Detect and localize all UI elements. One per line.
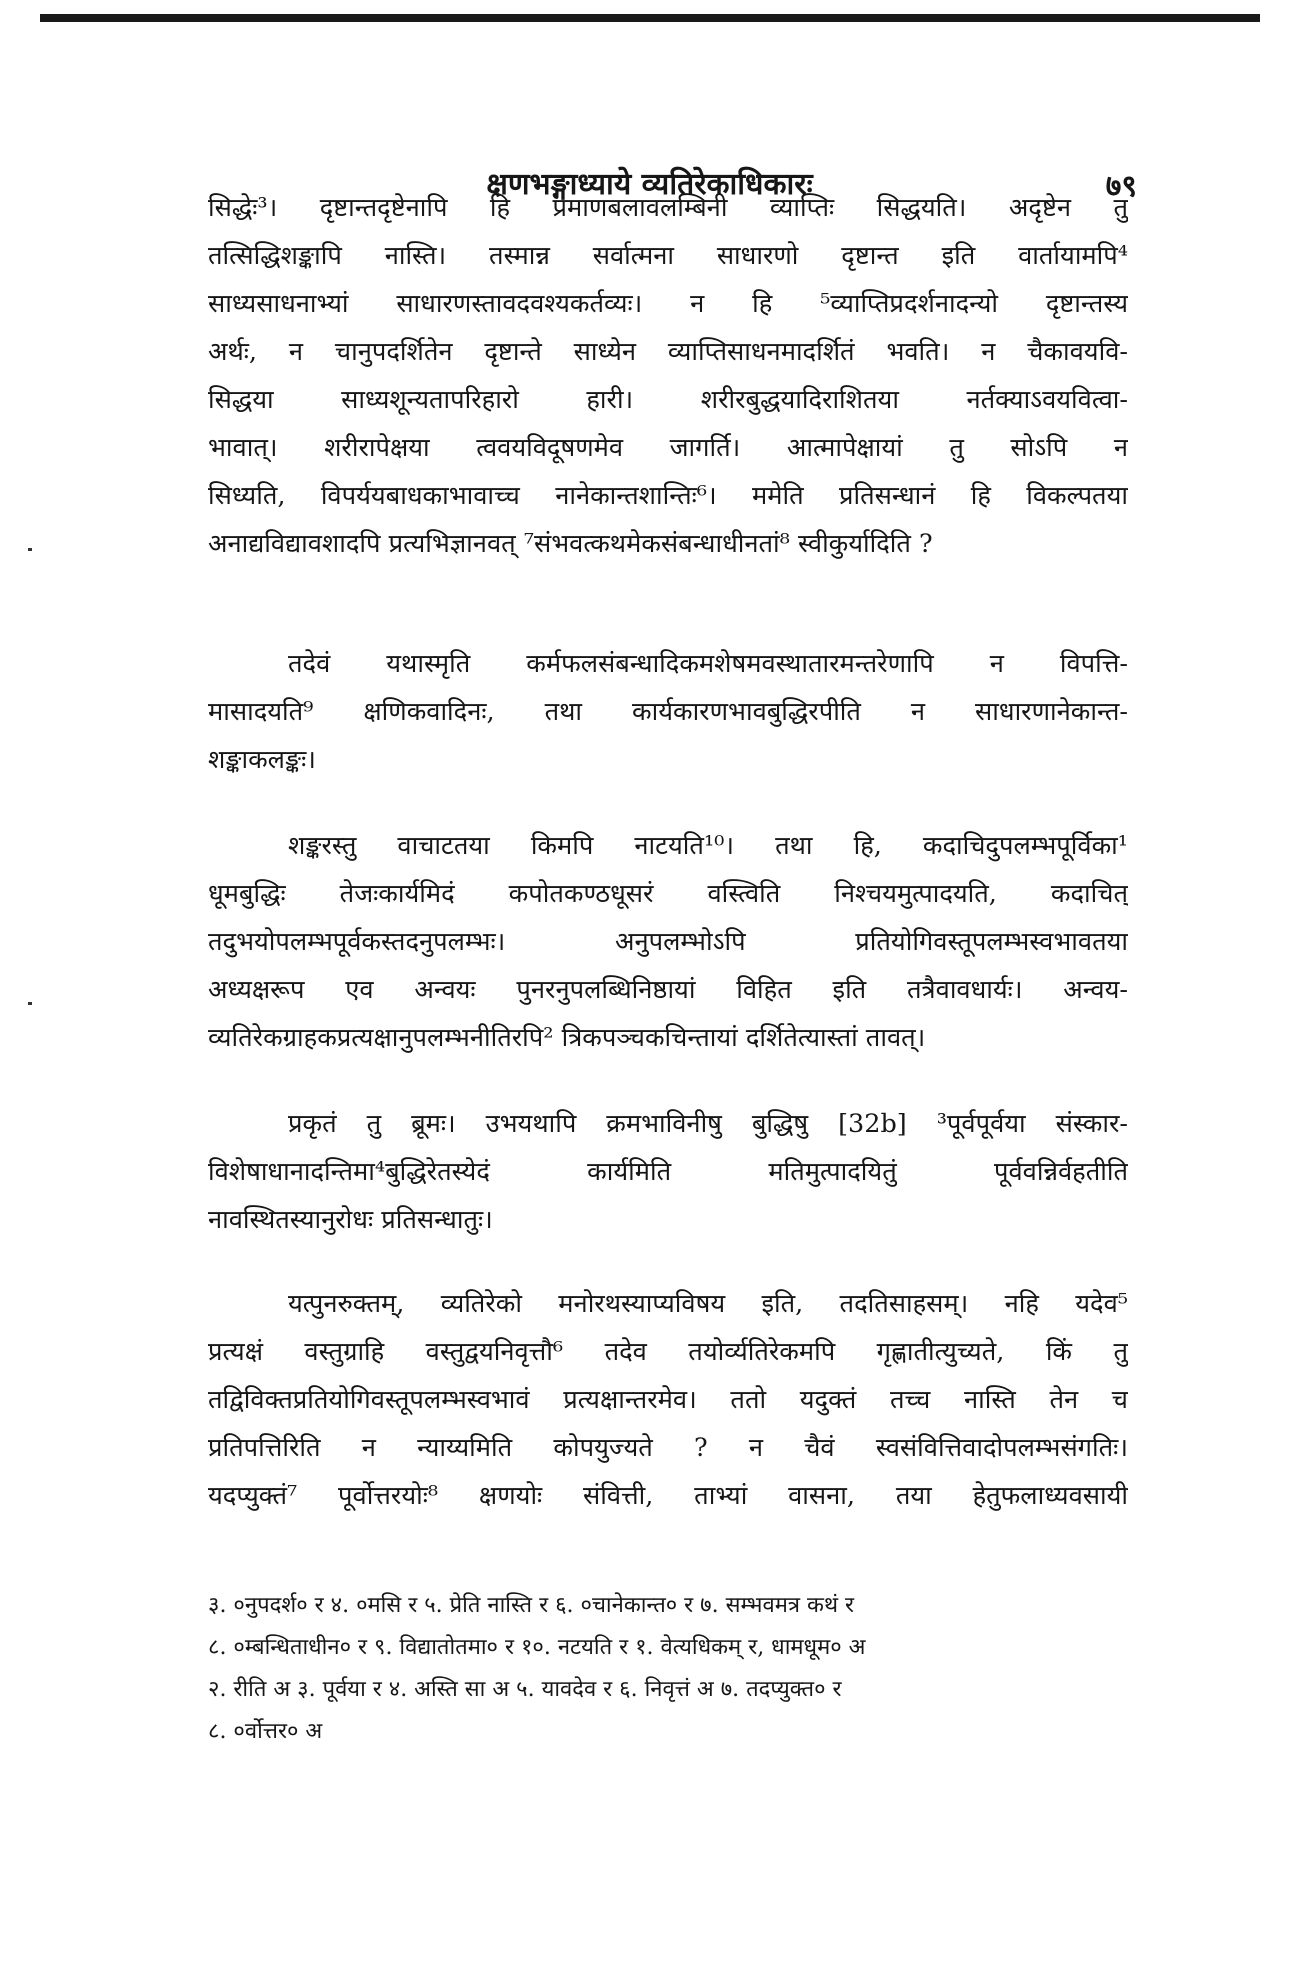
text-line: तत्सिद्धिशङ्कापि नास्ति। तस्मान्न सर्वात्मना साधारणो दृष्टान्त इति वार्तायामपि⁴ <box>208 241 1128 271</box>
text-line: व्यतिरेकग्राहकप्रत्यक्षानुपलम्भनीतिरपि² त्रिकपञ्चकचिन्तायां दर्शितेत्यास्तां तावत्। <box>208 1023 926 1053</box>
running-title: क्षणभङ्गाध्याये व्यतिरेकाधिकारः <box>486 167 813 202</box>
text-line: धूमबुद्धिः तेजःकार्यमिदं कपोतकण्ठधूसरं वस्त्विति निश्चयमुत्पादयति, कदाचित् <box>208 879 1128 909</box>
text-line: सिध्यति, विपर्ययबाधकाभावाच्च नानेकान्तशान्तिः⁶। ममेति प्रतिसन्धानं हि विकल्पतया <box>208 481 1128 511</box>
text-line: अध्यक्षरूप एव अन्वयः पुनरनुपलब्धिनिष्ठायां विहित इति तत्रैवावधार्यः। अन्वय- <box>208 975 1128 1005</box>
text-line: शङ्करस्तु वाचाटतया किमपि नाटयति¹⁰। तथा हि, कदाचिदुपलम्भपूर्विका¹ <box>288 831 1128 861</box>
text-line: विशेषाधानादन्तिमा⁴बुद्धिरेतस्येदं कार्यमिति मतिमुत्पादयितुं पूर्ववन्निर्वहतीति <box>208 1157 1128 1187</box>
footnote-line: ८. ०र्वोत्तर० अ <box>208 1719 323 1744</box>
text-line: यत्पुनरुक्तम्, व्यतिरेको मनोरथस्याप्यविषय इति, तदतिसाहसम्। नहि यदेव⁵ <box>288 1289 1128 1319</box>
text-line: भावात्। शरीरापेक्षया त्ववयविदूषणमेव जागर्ति। आत्मापेक्षायां तु सोऽपि न <box>208 433 1128 463</box>
footnote-line: ३. ०नुपदर्श० र ४. ०मसि र ५. प्रेति नास्ति र ६. ०चानेकान्त० र ७. सम्भवमत्र कथं र <box>208 1593 854 1618</box>
text-line: सिद्धेः³। दृष्टान्तदृष्टेनापि हि प्रमाणबलावलम्बिनी व्याप्तिः सिद्धयति। अदृष्टेन तु <box>208 193 1128 223</box>
paragraph-1 <box>208 184 1128 568</box>
text-line: अनाद्यविद्यावशादपि प्रत्यभिज्ञानवत् ⁷संभवत्कथमेकसंबन्धाधीनतां⁸ स्वीकुर्यादिति ? <box>208 529 933 559</box>
text-line: प्रकृतं तु ब्रूमः। उभयथापि क्रमभाविनीषु बुद्धिषु [32b] ³पूर्वपूर्वया संस्कार- <box>288 1109 1128 1139</box>
text-line: तदेवं यथास्मृति कर्मफलसंबन्धादिकमशेषमवस्थातारमन्तरेणापि न विपत्ति- <box>288 649 1128 679</box>
page-number: ७९ <box>1105 169 1137 204</box>
footnote-line: ८. ०म्बन्धिताधीन० र ९. विद्यातोतमा० र १०. नटयति र १. वेत्यधिकम् र, धामधूम० अ <box>208 1635 866 1660</box>
paragraph-5 <box>208 1280 1128 1520</box>
margin-mark <box>28 548 32 551</box>
text-line: तदुभयोपलम्भपूर्वकस्तदनुपलम्भः। अनुपलम्भोऽपि प्रतियोगिवस्तूपलम्भस्वभावतया <box>208 927 1128 957</box>
paragraph-2 <box>208 640 1128 784</box>
text-line: तद्विविक्तप्रतियोगिवस्तूपलम्भस्वभावं प्रत्यक्षान्तरमेव। ततो यदुक्तं तच्च नास्ति तेन च <box>208 1385 1128 1415</box>
text-line: प्रतिपत्तिरिति न न्याय्यमिति कोपयुज्यते ? न चैवं स्वसंवित्तिवादोपलम्भसंगतिः। <box>208 1433 1128 1463</box>
paragraph-3 <box>208 822 1128 1062</box>
text-line: सिद्धया साध्यशून्यतापरिहारो हारी। शरीरबुद्धयादिराशितया नर्तक्याऽवयवित्वा- <box>208 385 1128 415</box>
text-line: साध्यसाधनाभ्यां साधारणस्तावदवश्यकर्तव्यः। न हि ⁵व्याप्तिप्रदर्शनादन्यो दृष्टान्तस्य <box>208 289 1128 319</box>
margin-mark <box>28 1002 32 1005</box>
text-line: अर्थः, न चानुपदर्शितेन दृष्टान्ते साध्येन व्याप्तिसाधनमादर्शितं भवति। न चैकावयवि- <box>208 337 1128 367</box>
top-rule <box>40 14 1260 22</box>
text-line: नावस्थितस्यानुरोधः प्रतिसन्धातुः। <box>208 1205 493 1235</box>
footnotes <box>208 1585 1128 1753</box>
text-line: प्रत्यक्षं वस्तुग्राहि वस्तुद्वयनिवृत्तौ⁶ तदेव तयोर्व्यतिरेकमपि गृह्णातीत्युच्यते, किं तु <box>208 1337 1128 1367</box>
footnote-line: २. रीति अ ३. पूर्वया र ४. अस्ति सा अ ५. यावदेव र ६. निवृत्तं अ ७. तदप्युक्त० र <box>208 1677 842 1702</box>
text-line: शङ्काकलङ्कः। <box>208 745 316 775</box>
text-line: यदप्युक्तं⁷ पूर्वोत्तरयोः⁸ क्षणयोः संवित्ती, ताभ्यां वासना, तया हेतुफलाध्यवसायी <box>208 1481 1128 1511</box>
text-line: मासादयति⁹ क्षणिकवादिनः, तथा कार्यकारणभावबुद्धिरपीति न साधारणानेकान्त- <box>208 697 1128 727</box>
paragraph-4 <box>208 1100 1128 1244</box>
